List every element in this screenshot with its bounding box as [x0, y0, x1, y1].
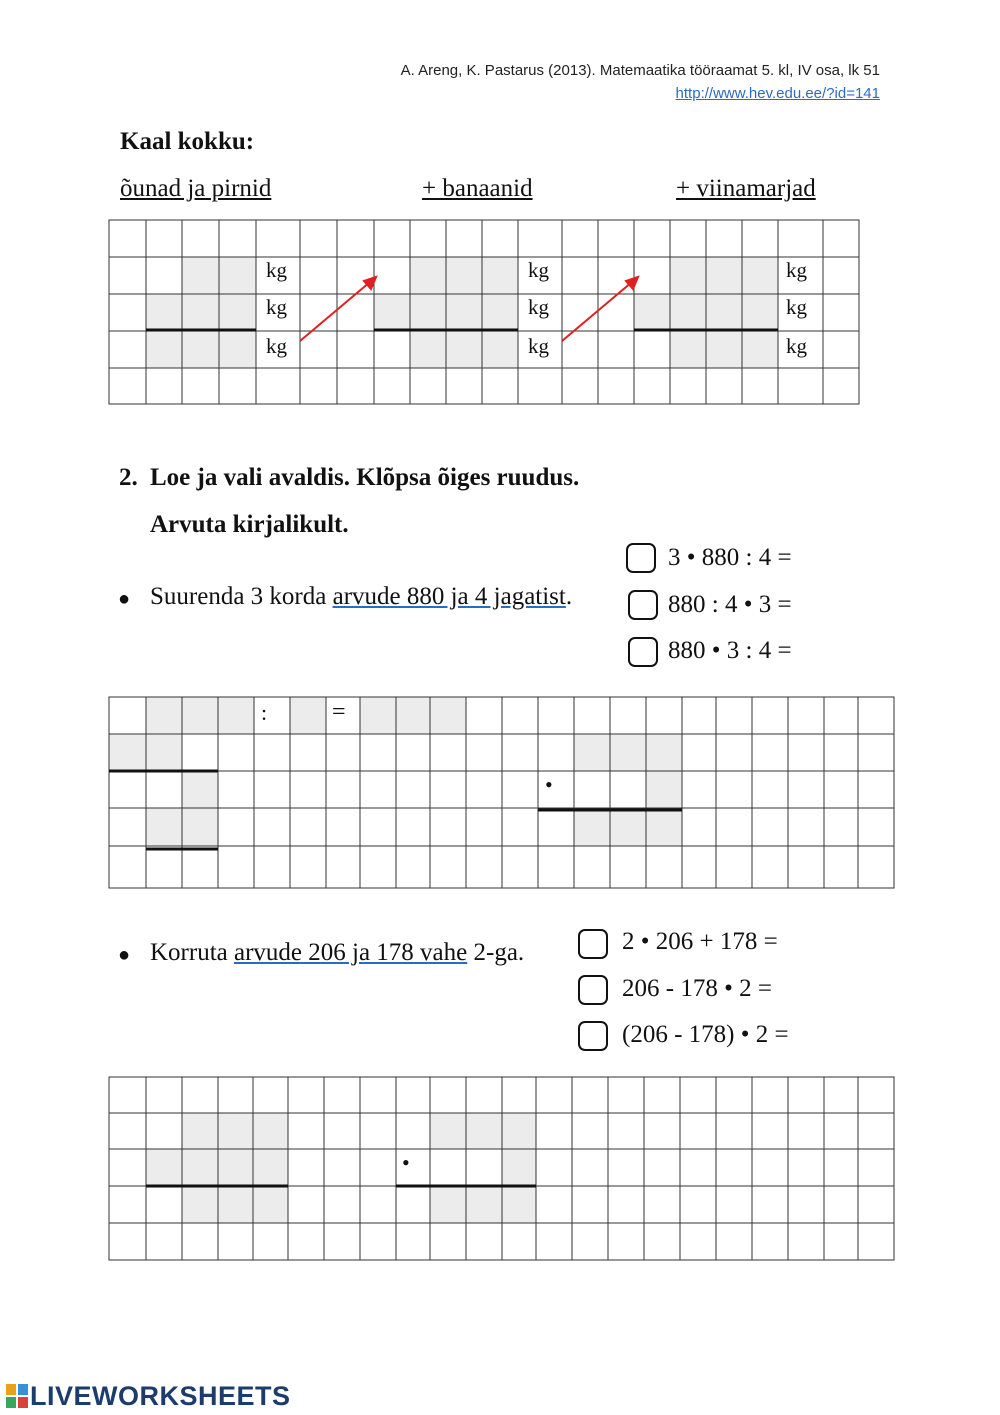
task1-option3-checkbox[interactable]: [628, 637, 658, 667]
grid1-multiply-dot: •: [545, 772, 553, 797]
kg-unit: kg: [786, 334, 807, 358]
bullet-icon: ●: [118, 588, 131, 610]
task-number: 2.: [119, 464, 138, 491]
source-citation: A. Areng, K. Pastarus (2013). Matemaatika tööraamat 5. kl, IV osa, lk 51: [400, 62, 880, 79]
kg-unit: kg: [528, 295, 549, 319]
grid2-multiply-dot: •: [402, 1150, 410, 1175]
task2-option3-checkbox[interactable]: [578, 1021, 608, 1051]
weight-grid: [108, 219, 862, 406]
task2-option1-label: 2 • 206 + 178 =: [622, 928, 778, 955]
kg-unit: kg: [266, 295, 287, 319]
grid1-equals: =: [332, 699, 346, 725]
label-apples-pears: õunad ja pirnid: [120, 175, 272, 202]
task1-text: Suurenda 3 korda arvude 880 ja 4 jagatist.: [150, 583, 573, 610]
kg-unit: kg: [528, 334, 549, 358]
liveworksheets-brand: LIVEWORKSHEETS: [30, 1381, 291, 1411]
task-instruction: Loe ja vali avaldis. Klõpsa õiges ruudus.: [150, 464, 580, 491]
kg-unit: kg: [786, 258, 807, 282]
calc-grid-2-input-cells[interactable]: [146, 1113, 536, 1223]
task-instruction-2: Arvuta kirjalikult.: [150, 511, 349, 538]
task2-option2-checkbox[interactable]: [578, 975, 608, 1005]
kg-unit: kg: [266, 334, 287, 358]
task1-option2-label: 880 : 4 • 3 =: [668, 591, 792, 618]
task2-option3-label: (206 - 178) • 2 =: [622, 1021, 789, 1048]
weight-input-cells[interactable]: [146, 257, 778, 368]
label-bananas: + banaanid: [422, 175, 533, 202]
liveworksheets-logo-icon: [6, 1384, 28, 1408]
task1-option1-checkbox[interactable]: [626, 543, 656, 573]
kg-unit: kg: [786, 295, 807, 319]
calc-grid-1: [108, 696, 897, 890]
grid1-colon: :: [261, 700, 268, 725]
kg-unit: kg: [528, 258, 549, 282]
weight-total-title: Kaal kokku:: [120, 128, 255, 155]
task1-option3-label: 880 • 3 : 4 =: [668, 637, 792, 664]
calc-grid-2: [108, 1076, 897, 1263]
bullet-icon: ●: [118, 944, 131, 966]
task2-text: Korruta arvude 206 ja 178 vahe 2-ga.: [150, 939, 525, 966]
source-link[interactable]: http://www.hev.edu.ee/?id=141: [675, 85, 880, 102]
task2-option2-label: 206 - 178 • 2 =: [622, 975, 772, 1002]
label-grapes: + viinamarjad: [676, 175, 816, 202]
kg-unit: kg: [266, 258, 287, 282]
task1-option2-checkbox[interactable]: [628, 590, 658, 620]
task2-option1-checkbox[interactable]: [578, 929, 608, 959]
task1-option1-label: 3 • 880 : 4 =: [668, 544, 792, 571]
liveworksheets-logo: [6, 1381, 291, 1412]
